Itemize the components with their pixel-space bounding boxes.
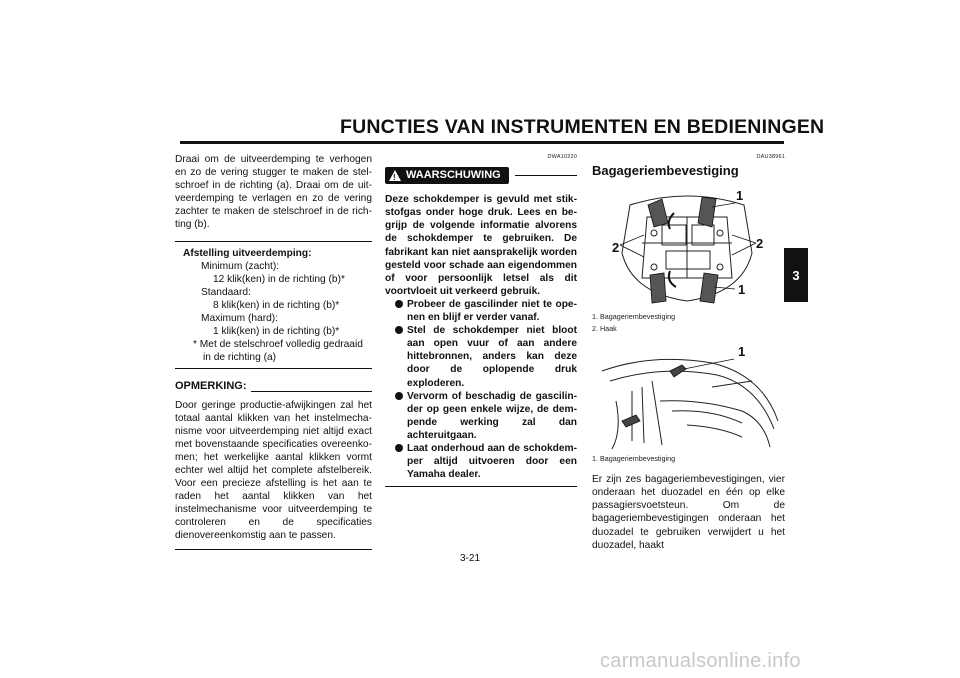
spec-note-line-1: * Met de stelschroef volledig gedraaid	[193, 339, 363, 351]
spec-max-label: Maximum (hard):	[201, 313, 278, 325]
footrest-hook-illustration	[592, 341, 782, 451]
column-middle	[385, 151, 577, 487]
column-right	[592, 151, 785, 552]
header-rule	[180, 141, 784, 144]
warning-bullet-text: Stel de schokdemper niet bloot aan open vuur of aan andere hittebronnen, anders kan deze door de oplopende druk exploderen.	[407, 325, 577, 389]
section-title: Bagageriembevestiging	[592, 163, 739, 179]
chapter-tab: 3	[784, 248, 808, 302]
spec-std-value: 8 klik(ken) in de richting (b)*	[213, 299, 340, 311]
warning-header-rule	[515, 175, 577, 176]
warning-bullet	[385, 442, 577, 481]
figure-1-caption-1: 1. Bagageriembevestiging	[592, 312, 676, 322]
spec-max-value: 1 klik(ken) in de richting (b)*	[213, 326, 340, 338]
page-number: 3-21	[460, 553, 481, 564]
warning-bullet	[385, 324, 577, 389]
bullet-dot-icon	[395, 326, 403, 334]
luggage-hooks-illustration	[592, 183, 782, 309]
spec-note-line-2: in de richting (a)	[203, 352, 277, 364]
warning-code: DWA10220	[547, 154, 577, 160]
intro-paragraph: Draai om de uitveerdemping te verhogen en zo de vering stugger te maken de stelschroef in de richting (a). Draai om de uitveerdemping te verlagen en zo de vering zachter te maken de stelschroef in de richting (b).	[175, 154, 372, 231]
watermark: carmanualsonline.info	[600, 650, 801, 672]
column-left	[175, 153, 372, 550]
bullet-dot-icon	[395, 300, 403, 308]
warning-label: WAARSCHUWING	[406, 169, 501, 182]
figure-callout: 1	[738, 344, 746, 360]
note-heading-rule	[251, 391, 373, 392]
warning-end-rule	[385, 486, 577, 487]
note-end-rule	[175, 549, 372, 550]
figure-2-caption-1: 1. Bagageriembevestiging	[592, 454, 676, 464]
spec-min-label: Minimum (zacht):	[201, 260, 280, 272]
bullet-dot-icon	[395, 444, 403, 452]
spec-box	[175, 241, 372, 370]
note-heading-label: OPMERKING:	[175, 380, 247, 393]
warning-header	[385, 167, 577, 184]
luggage-body-paragraph: Er zijn zes bagageriembevestigingen, vier onderaan het duozadel en één op elke passagiersvoetsteun. Om de bagageriembevestigingen onderaan het duozadel te gebruiken verwijdert u het duozadel, haakt	[592, 474, 785, 551]
warning-bullet-text: Probeer de gascilinder niet te openen en blijf er verder vanaf.	[407, 298, 577, 324]
figure-luggage-hooks-top	[592, 183, 782, 309]
warning-bullet-text: Laat onderhoud aan de schokdemper altijd uitvoeren door een Yamaha dealer.	[407, 442, 577, 481]
note-heading	[175, 380, 372, 393]
section-code: DAU38961	[756, 154, 785, 160]
figure-luggage-hook-footrest	[592, 341, 782, 451]
warning-bullet	[385, 390, 577, 442]
warning-bullet-text: Vervorm of beschadig de gascilinder op geen enkele wijze, de dempende werking zal dan achteruitgaan.	[407, 390, 577, 441]
warning-bullet-list	[385, 298, 577, 481]
note-paragraph: Door geringe productie-afwijkingen zal het totaal aantal klikken van het instelmechanisme voor uitveerdemping niet altijd exact met bovenstaande specificaties overeenkomen; het werkelijke aantal klikken vormt echter wel altijd het complete afstelbereik. Voor een precieze afstelling is het aan te raden het aantal klikken van het instelmechanisme voor uitveerdemping te controleren en de specificaties dienovereenkomstig aan te passen.	[175, 399, 372, 542]
figure-1-caption-2: 2. Haak	[592, 324, 617, 334]
spec-title: Afstelling uitveerdemping:	[183, 247, 312, 259]
figure-callout: 2	[756, 236, 764, 252]
spec-min-value: 12 klik(ken) in de richting (b)*	[213, 273, 345, 285]
warning-badge	[385, 167, 509, 184]
bullet-dot-icon	[395, 392, 403, 400]
figure-callout: 1	[736, 188, 744, 204]
figure-callout: 2	[612, 240, 620, 256]
warning-bullet	[385, 298, 577, 324]
figure-callout: 1	[738, 282, 746, 298]
spec-std-label: Standaard:	[201, 286, 251, 298]
warning-triangle-icon: !	[389, 170, 401, 181]
page-header-title: FUNCTIES VAN INSTRUMENTEN EN BEDIENINGEN	[340, 116, 825, 138]
warning-text: Deze schokdemper is gevuld met stikstofgas onder hoge druk. Lees en begrijp de volgende informatie alvorens de schokdemper te gebruiken. De fabrikant kan niet aansprakelijk worden gesteld voor schade aan eigendommen of voor persoonlijk letsel als dit voortvloeit uit verkeerd gebruik.	[385, 194, 577, 297]
